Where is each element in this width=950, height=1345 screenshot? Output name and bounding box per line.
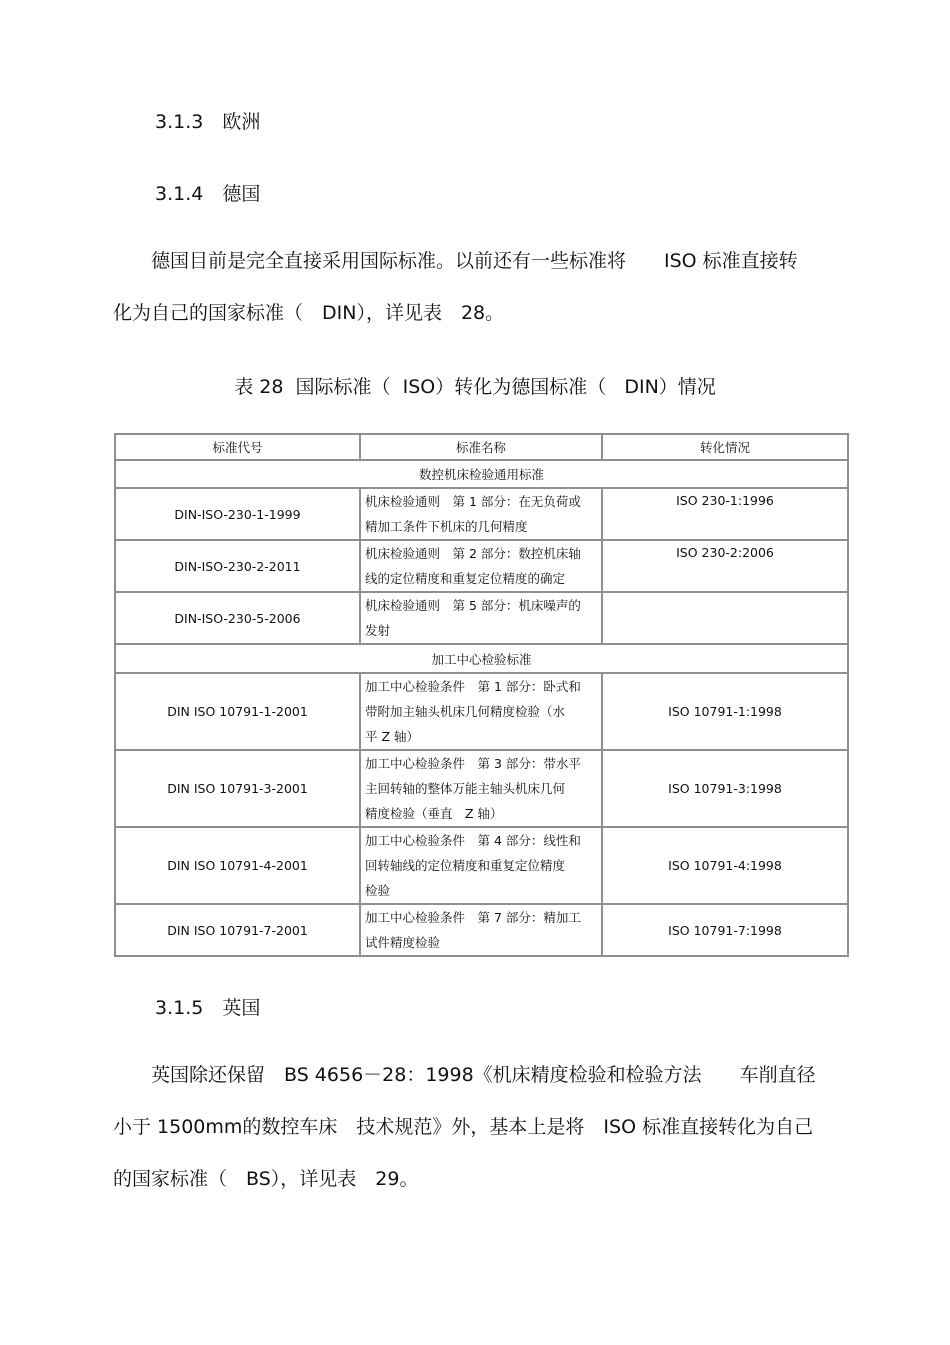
table-caption: 表 28 国际标准（ ISO）转化为德国标准（ DIN）情况 xyxy=(234,376,716,398)
cell-code: DIN ISO 10791-3-2001 xyxy=(115,750,360,827)
cell-name xyxy=(360,540,602,592)
uk-paragraph: 英国除还保留 BS 4656－28：1998《机床精度检验和检验方法 车削直径 小于 1500mm的数控车床 技术规范》外，基本上是将 ISO 标准直接转化为自己 的国家标准（ BS），详见表 29。 xyxy=(113,1064,816,1190)
name-line: 加工中心检验条件 第 1 部分：卧式和 xyxy=(365,679,581,694)
section-title-machining-center: 加工中心检验标准 xyxy=(115,644,848,673)
name-line: 试件精度检验 xyxy=(365,935,441,950)
cell-conversion: ISO 230-1:1996 xyxy=(602,488,848,540)
name-line: 发射 xyxy=(365,623,391,638)
name-line: 回转轴线的定位精度和重复定位精度 xyxy=(365,858,566,873)
section-heading-3-1-5: 3.1.5 英国 xyxy=(155,997,261,1019)
name-line: 线的定位精度和重复定位精度的确定 xyxy=(365,571,566,586)
cell-code: DIN-ISO-230-5-2006 xyxy=(115,592,360,644)
cell-conversion: ISO 10791-1:1998 xyxy=(602,673,848,750)
header-conversion: 转化情况 xyxy=(602,434,848,460)
cell-name xyxy=(360,904,602,956)
cell-code: DIN ISO 10791-4-2001 xyxy=(115,827,360,904)
name-line: 机床检验通则 第 2 部分：数控机床轴 xyxy=(365,546,581,561)
name-line: 检验 xyxy=(365,883,391,898)
table-row xyxy=(115,827,848,904)
section-heading-3-1-3: 3.1.3 欧洲 xyxy=(155,111,261,133)
germany-paragraph: 德国目前是完全直接采用国际标准。以前还有一些标准将 ISO 标准直接转 化为自己的国家标准（ DIN），详见表 28。 xyxy=(113,250,798,324)
cell-conversion: ISO 10791-4:1998 xyxy=(602,827,848,904)
name-line: 主回转轴的整体万能主轴头机床几何 xyxy=(365,781,566,796)
section-row xyxy=(115,460,848,488)
header-code: 标准代号 xyxy=(115,434,360,460)
cell-name xyxy=(360,750,602,827)
cell-name xyxy=(360,673,602,750)
name-line: 加工中心检验条件 第 7 部分：精加工 xyxy=(365,910,581,925)
cell-name xyxy=(360,827,602,904)
name-line: 精度检验（垂直 Z 轴） xyxy=(365,806,503,821)
section-title-nc-general: 数控机床检验通用标准 xyxy=(115,460,848,488)
table-row xyxy=(115,592,848,644)
table-row xyxy=(115,904,848,956)
name-line: 加工中心检验条件 第 3 部分：带水平 xyxy=(365,756,581,771)
cell-code: DIN ISO 10791-1-2001 xyxy=(115,673,360,750)
name-line: 精加工条件下机床的几何精度 xyxy=(365,519,528,534)
cell-code: DIN-ISO-230-2-2011 xyxy=(115,540,360,592)
section-row xyxy=(115,644,848,673)
standards-table xyxy=(114,433,849,957)
cell-conversion: ISO 10791-3:1998 xyxy=(602,750,848,827)
cell-conversion: ISO 230-2:2006 xyxy=(602,540,848,592)
cell-name xyxy=(360,592,602,644)
name-line: 机床检验通则 第 5 部分：机床噪声的 xyxy=(365,598,581,613)
cell-conversion: ISO 10791-7:1998 xyxy=(602,904,848,956)
table-row xyxy=(115,540,848,592)
name-line: 平 Z 轴） xyxy=(365,729,420,744)
header-name: 标准名称 xyxy=(360,434,602,460)
cell-code: DIN-ISO-230-1-1999 xyxy=(115,488,360,540)
table-row xyxy=(115,488,848,540)
cell-code: DIN ISO 10791-7-2001 xyxy=(115,904,360,956)
name-line: 机床检验通则 第 1 部分：在无负荷或 xyxy=(365,494,581,509)
name-line: 带附加主轴头机床几何精度检验（水 xyxy=(365,704,566,719)
section-heading-3-1-4: 3.1.4 德国 xyxy=(155,183,261,205)
cell-conversion xyxy=(602,592,848,644)
table-header-row xyxy=(115,434,848,460)
name-line: 加工中心检验条件 第 4 部分：线性和 xyxy=(365,833,581,848)
cell-name xyxy=(360,488,602,540)
table-row xyxy=(115,673,848,750)
table-row xyxy=(115,750,848,827)
